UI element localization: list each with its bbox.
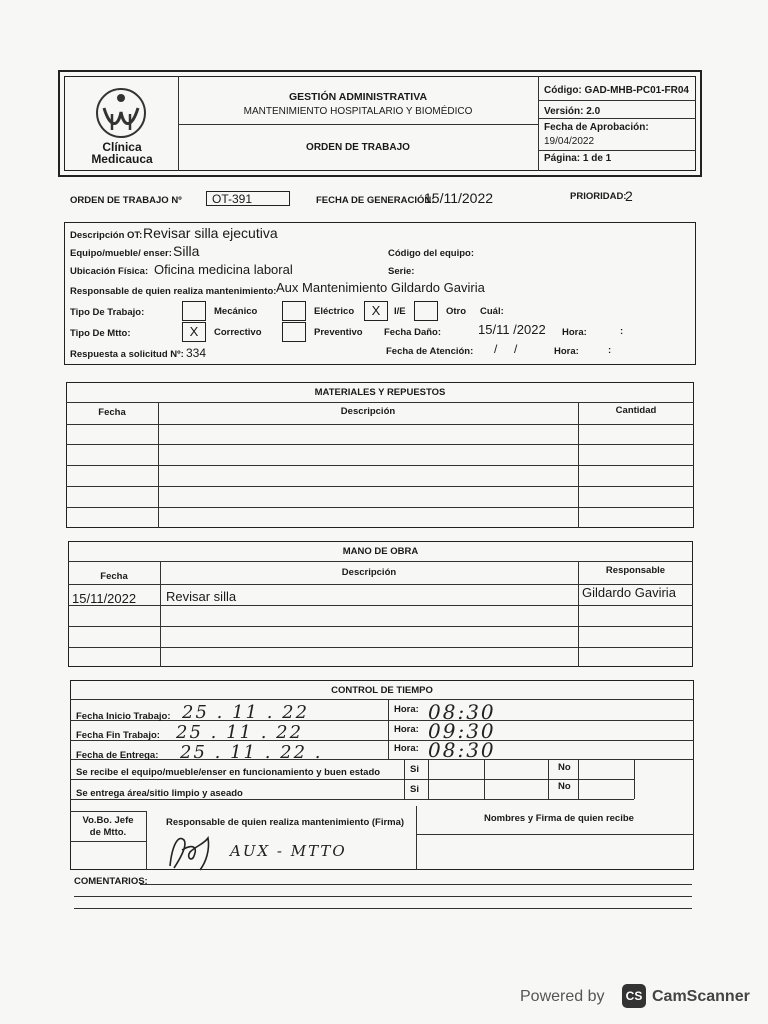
ubicacion-value: Oficina medicina laboral [154, 262, 293, 277]
priority-value: 2 [625, 188, 633, 204]
ot-number: OT-391 [212, 192, 253, 206]
mano-obra-row1-resp: Gildardo Gaviria [582, 585, 676, 600]
equipo-label: Equipo/mueble/ enser: [70, 248, 172, 259]
recibe-no: No [558, 762, 571, 773]
materiales-title: MATERIALES Y REPUESTOS [314, 387, 446, 398]
electrico-checkbox-blank[interactable] [282, 301, 306, 321]
mecanico-checkbox[interactable] [182, 301, 206, 321]
approval-date: 19/04/2022 [544, 136, 595, 147]
hora3-value: 08:30 [428, 738, 496, 762]
ie-label: I/E [394, 306, 406, 317]
hora2-value: 09:30 [428, 719, 496, 743]
correctivo-checkbox[interactable]: X [182, 322, 206, 342]
entrega-label: Fecha de Entrega: [76, 750, 159, 761]
tipo-trabajo-label: Tipo De Trabajo: [70, 307, 145, 318]
hora-atencion-colon: : [608, 345, 612, 356]
respuesta-label: Respuesta a solicitud Nº: [70, 349, 184, 360]
camscanner-brand: CamScanner [652, 988, 750, 1005]
ot-label: ORDEN DE TRABAJO Nº [70, 195, 182, 206]
logo-line1: Clínica [102, 140, 142, 154]
approval-label: Fecha de Aprobación: [544, 122, 649, 133]
hora2-label: Hora: [394, 724, 419, 735]
doc-code: Código: GAD-MHB-PC01-FR04 [544, 85, 689, 96]
entrega-area-si: Si [410, 784, 419, 795]
codigo-equipo-label: Código del equipo: [388, 248, 475, 259]
inicio-label: Fecha Inicio Trabajo: [76, 711, 171, 722]
hora1-label: Hora: [394, 704, 419, 715]
page-number: Página: 1 de 1 [544, 153, 612, 164]
mano-obra-row1-fecha: 15/11/2022 [72, 591, 137, 606]
mano-obra-col-resp: Responsable [605, 565, 666, 576]
materiales-col-fecha: Fecha [98, 407, 126, 418]
firma-text: AUX - MTTO [230, 842, 347, 860]
otro-checkbox[interactable] [414, 301, 438, 321]
recibe-firma-label: Nombres y Firma de quien recibe [484, 813, 634, 824]
inicio-value: 25 . 11 . 22 [182, 702, 310, 723]
doc-version: Versión: 2.0 [544, 106, 601, 117]
respuesta-value: 334 [186, 346, 207, 360]
hora1-value: 08:30 [428, 700, 496, 724]
control-title: CONTROL DE TIEMPO [331, 685, 433, 696]
materiales-col-desc: Descripción [340, 406, 396, 417]
electrico-label: Eléctrico [314, 306, 355, 317]
cual-label: Cuál: [480, 306, 504, 317]
fecha-atencion-label: Fecha de Atención: [386, 346, 474, 357]
fecha-dano-value: 15/11 /2022 [478, 322, 546, 337]
mano-obra-col-fecha: Fecha [100, 571, 128, 582]
header-title-sub: MANTENIMIENTO HOSPITALARIO Y BIOMÉDICO [243, 106, 473, 117]
powered-by-text: Powered by [520, 988, 605, 1005]
recibe-si: Si [410, 764, 419, 775]
hora-dano-label: Hora: [562, 327, 587, 338]
header-title-main: GESTIÓN ADMINISTRATIVA [288, 91, 428, 103]
otro-label: Otro [446, 306, 467, 317]
gen-date-value: 15/11/2022 [424, 190, 494, 206]
tipo-mtto-label: Tipo De Mtto: [70, 328, 131, 339]
signature-image [164, 826, 234, 872]
fecha-dano-label: Fecha Daño: [384, 327, 442, 338]
fin-label: Fecha Fin Trabajo: [76, 730, 160, 741]
correctivo-label: Correctivo [214, 327, 262, 338]
comentarios-label: COMENTARIOS: [74, 876, 148, 887]
vobo-label: Vo.Bo. Jefe de Mtto. [82, 815, 134, 838]
entrega-area-no: No [558, 781, 571, 792]
fin-value: 25 . 11 . 22 [176, 722, 304, 743]
mano-obra-row1-desc: Revisar silla [166, 589, 237, 604]
desc-label: Descripción OT: [70, 230, 143, 241]
fecha-atencion-value: / / [494, 342, 518, 356]
hora3-label: Hora: [394, 743, 419, 754]
electrico-checkbox[interactable]: X [364, 301, 388, 321]
preventivo-checkbox[interactable] [282, 322, 306, 342]
recibe-label: Se recibe el equipo/mueble/enser en funcionamiento y buen estado [76, 767, 381, 778]
clinic-logo [90, 84, 152, 142]
equipo-value: Silla [173, 243, 200, 259]
ubicacion-label: Ubicación Física: [70, 266, 149, 277]
responsable-label: Responsable de quien realiza mantenimiento: [70, 286, 277, 297]
gen-date-label: FECHA DE GENERACIÓN: [316, 195, 435, 206]
logo-line2: Medicauca [91, 152, 153, 166]
mecanico-label: Mecánico [214, 306, 258, 317]
mano-obra-table [68, 541, 693, 667]
preventivo-label: Preventivo [314, 327, 363, 338]
mano-obra-title: MANO DE OBRA [342, 546, 419, 557]
priority-label: PRIORIDAD: [570, 191, 627, 202]
responsable-firma-label: Responsable de quien realiza mantenimiento (Firma) [166, 817, 405, 828]
camscanner-badge-icon: CS [622, 984, 646, 1008]
mano-obra-col-desc: Descripción [341, 567, 397, 578]
entrega-value: 25 . 11 . 22 . [180, 742, 323, 763]
serie-label: Serie: [388, 266, 415, 277]
entrega-area-label: Se entrega área/sitio limpio y aseado [76, 788, 243, 799]
hora-dano-colon: : [620, 326, 624, 337]
responsable-value: Aux Mantenimiento Gildardo Gaviria [276, 280, 485, 295]
materiales-col-cant: Cantidad [615, 405, 657, 416]
hora-atencion-label: Hora: [554, 346, 579, 357]
doc-title: ORDEN DE TRABAJO [306, 142, 410, 153]
desc-value: Revisar silla ejecutiva [143, 225, 278, 241]
